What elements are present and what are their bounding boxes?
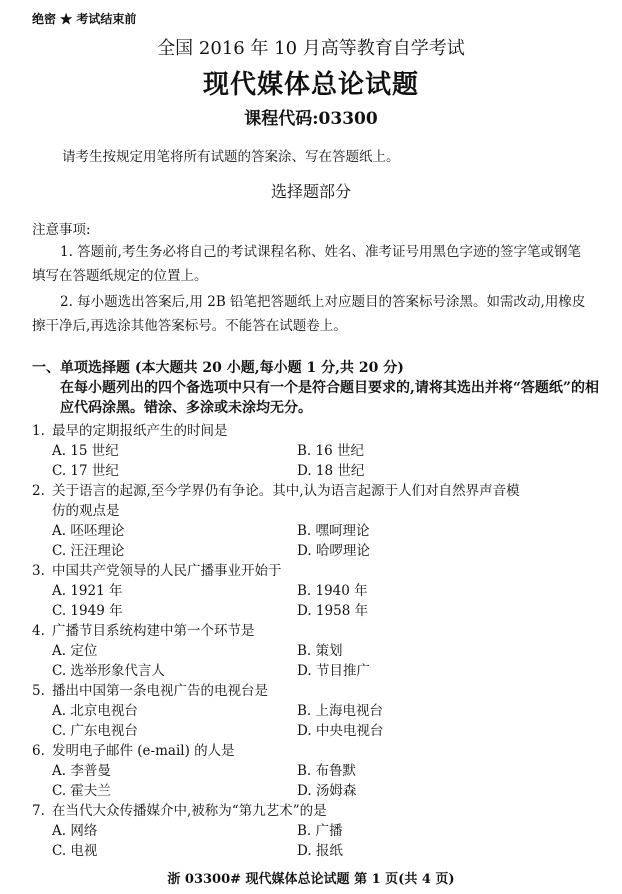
question-text: 最早的定期报纸产生的时间是 [52, 423, 228, 439]
option: A. 定位 [52, 643, 98, 659]
note-text: 1. 答题前,考生务必将自己的考试课程名称、姓名、准考证号用黑色字迹的签字笔或钢笔填写在答题纸规定的位置上。 [32, 244, 581, 284]
question-text: 播出中国第一条电视广告的电视台是 [52, 683, 268, 699]
section-title: 选择题部分 [270, 182, 351, 201]
option: D. 报纸 [297, 843, 343, 859]
question-number: 7. [32, 803, 45, 819]
option: A. 北京电视台 [52, 703, 138, 719]
option: D. 1958 年 [297, 603, 369, 619]
page-footer: 浙 03300# 现代媒体总论试题 第 1 页(共 4 页) [167, 872, 455, 887]
question-text: 中国共产党领导的人民广播事业开始于 [52, 563, 282, 579]
question [32, 801, 602, 821]
question-number: 4. [32, 623, 45, 639]
option: A. 网络 [52, 823, 98, 839]
option: B. 16 世纪 [297, 443, 364, 459]
option: B. 上海电视台 [297, 703, 384, 719]
option: D. 节目推广 [297, 663, 370, 679]
part-subheading: 在每小题列出的四个备选项中只有一个是符合题目要求的,请将其选出并将“答题纸”的相应代码涂黑。错涂、多涂或未涂均无分。 [60, 380, 599, 416]
question-text: 发明电子邮件 (e-mail) 的人是 [52, 743, 235, 759]
question [32, 681, 602, 701]
option: C. 电视 [52, 843, 98, 859]
question-text: 在当代大众传播媒介中,被称为“第九艺术”的是 [52, 803, 327, 819]
option: A. 呸呸理论 [52, 523, 125, 539]
confidential-label: 绝密 ★ 考试结束前 [32, 12, 137, 26]
option: A. 李普曼 [52, 763, 111, 779]
option: B. 广播 [297, 823, 343, 839]
option: C. 1949 年 [52, 603, 123, 619]
question [32, 741, 602, 761]
question-number: 3. [32, 563, 45, 579]
question-text: 广播节目系统构建中第一个环节是 [52, 623, 255, 639]
option: B. 策划 [297, 643, 343, 659]
subject-title: 现代媒体总论试题 [202, 70, 419, 100]
question [32, 561, 602, 581]
option: A. 15 世纪 [52, 443, 119, 459]
question-number: 5. [32, 683, 45, 699]
option: D. 哈啰理论 [297, 543, 370, 559]
general-instruction: 请考生按规定用笔将所有试题的答案涂、写在答题纸上。 [62, 149, 400, 165]
option: A. 1921 年 [52, 583, 123, 599]
option: B. 布鲁默 [297, 763, 357, 779]
question [32, 621, 602, 641]
option: C. 17 世纪 [52, 463, 119, 479]
question [32, 421, 602, 441]
option: B. 嘿呵理论 [297, 523, 370, 539]
part-heading: 一、单项选择题 (本大题共 20 小题,每小题 1 分,共 20 分) [32, 360, 404, 376]
question-number: 2. [32, 483, 45, 499]
question [32, 481, 602, 521]
question-text: 关于语言的起源,至今学界仍有争论。其中,认为语言起源于人们对自然界声音模 [52, 483, 520, 499]
note-item [32, 240, 592, 288]
question-number: 1. [32, 423, 45, 439]
note-item [32, 290, 592, 338]
option: D. 18 世纪 [297, 463, 365, 479]
note-text: 2. 每小题选出答案后,用 2B 铅笔把答题纸上对应题目的答案标号涂黑。如需改动,用橡皮擦干净后,再选涂其他答案标号。不能答在试题卷上。 [32, 294, 586, 334]
question-text-continued: 仿的观点是 [52, 503, 120, 519]
option: D. 汤姆森 [297, 783, 357, 799]
question-number: 6. [32, 743, 45, 759]
notes-title: 注意事项: [32, 222, 91, 238]
option: C. 霍夫兰 [52, 783, 111, 799]
course-code: 课程代码:03300 [244, 109, 378, 129]
exam-title: 全国 2016 年 10 月高等教育自学考试 [157, 38, 465, 59]
option: B. 1940 年 [297, 583, 368, 599]
option: C. 选举形象代言人 [52, 663, 165, 679]
option: D. 中央电视台 [297, 723, 384, 739]
option: C. 广东电视台 [52, 723, 138, 739]
option: C. 汪汪理论 [52, 543, 125, 559]
